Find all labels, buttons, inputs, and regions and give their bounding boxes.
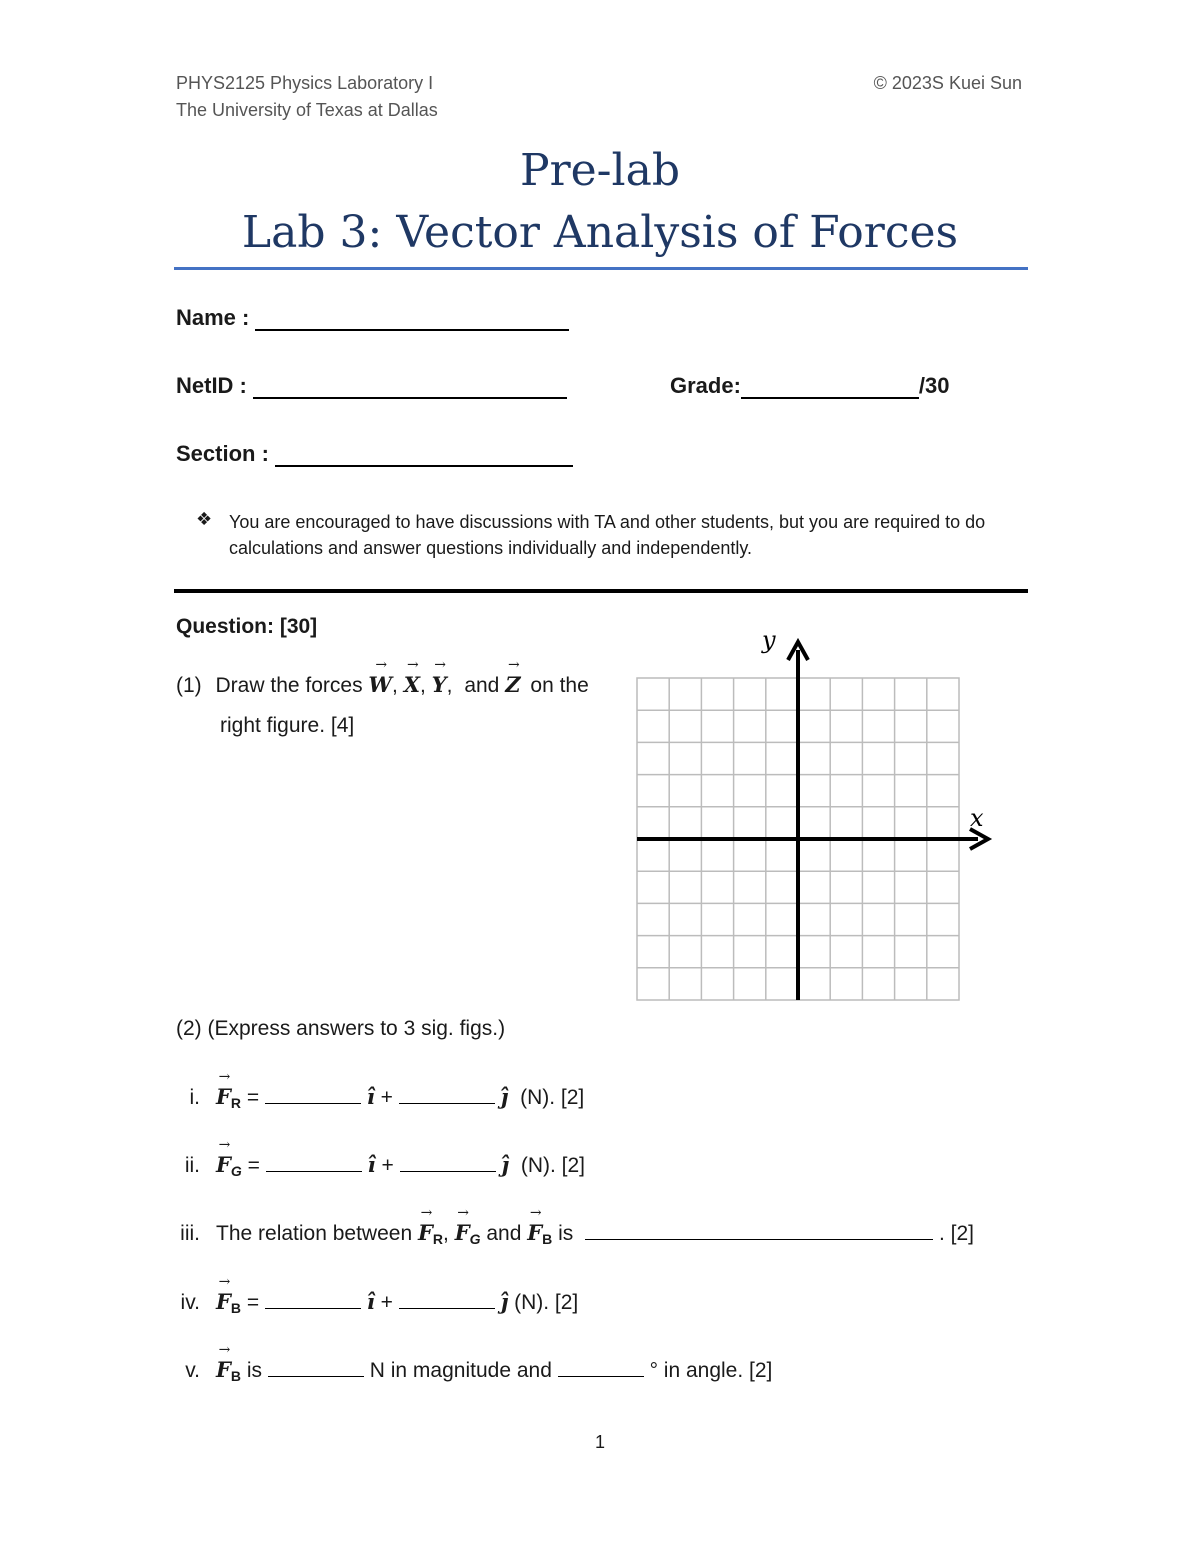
page-title-lab: Lab 3: Vector Analysis of Forces — [241, 207, 959, 258]
q2-item-v — [160, 1357, 772, 1384]
item-number: i. — [189, 1086, 200, 1109]
question-2-heading: (2) (Express answers to 3 sig. figs.) — [176, 1017, 506, 1040]
q1-text-b: on the — [530, 674, 589, 697]
vector-y: → Y — [432, 672, 447, 697]
question-1: (1) Draw the forces → W, → X, → Y, and → Z on the — [176, 672, 620, 698]
relation-text-a: The relation between — [216, 1222, 413, 1245]
plus-sign: + — [380, 1291, 393, 1314]
equals-sign: = — [246, 1086, 260, 1109]
page-number: 1 — [594, 1432, 605, 1452]
q1-text-a: Draw the forces — [215, 674, 363, 697]
q1-continued: right figure. [4] — [220, 714, 355, 737]
netid-blank[interactable] — [253, 375, 567, 399]
netid-label: NetID : — [176, 373, 247, 398]
section-divider — [174, 589, 1028, 593]
plus-sign: + — [381, 1154, 394, 1177]
coordinate-grid[interactable] — [620, 620, 1000, 1010]
grade-field — [670, 373, 950, 399]
relation-and: and — [486, 1222, 522, 1245]
y-axis-label: y — [762, 626, 776, 654]
i-hat: ı̂ — [366, 1084, 375, 1109]
answer-blank-ii-y[interactable] — [400, 1153, 496, 1172]
q1-and: and — [464, 674, 500, 697]
subscript-r: R — [432, 1231, 444, 1247]
copyright: © 2023S Kuei Sun — [873, 73, 1022, 93]
i-hat: ı̂ — [367, 1152, 376, 1177]
item-number: iv. — [180, 1291, 200, 1314]
vector-f: → F — [216, 1357, 231, 1382]
item-number: v. — [185, 1359, 200, 1382]
subscript-g: G — [230, 1163, 242, 1179]
subscript-b: B — [230, 1368, 242, 1384]
university-name: The University of Texas at Dallas — [176, 100, 438, 120]
instruction-note: You are encouraged to have discussions with TA and other students, but you are required to do calculations and answer questions individually and independently. — [229, 512, 986, 558]
relation-is: is — [558, 1222, 574, 1245]
note-bullet-icon: ❖ — [196, 509, 213, 529]
vector-w: → W — [368, 672, 392, 697]
page-title-prelab: Pre-lab — [519, 145, 680, 196]
unit-text: (N). [2] — [514, 1291, 579, 1314]
subscript-b: B — [230, 1300, 242, 1316]
answer-blank-i-y[interactable] — [399, 1085, 495, 1104]
section-label: Section : — [176, 441, 269, 466]
subscript-r: R — [230, 1095, 242, 1111]
magnitude-blank[interactable] — [268, 1358, 364, 1377]
equals-sign: = — [247, 1154, 260, 1177]
subscript-b: B — [542, 1231, 553, 1247]
answer-blank-iii[interactable] — [585, 1221, 933, 1240]
vector-z: → Z — [505, 672, 520, 697]
answer-blank-i-x[interactable] — [265, 1085, 361, 1104]
netid-field — [176, 373, 567, 399]
grade-total: /30 — [918, 373, 950, 398]
item-number: ii. — [184, 1154, 200, 1177]
grade-label: Grade: — [670, 373, 741, 398]
answer-blank-iv-y[interactable] — [399, 1290, 495, 1309]
unit-text: (N). [2] — [520, 1154, 586, 1177]
answer-blank-iv-x[interactable] — [265, 1290, 361, 1309]
grade-blank[interactable] — [741, 375, 919, 399]
vector-f: → F — [527, 1220, 542, 1245]
name-field — [176, 305, 569, 331]
q1-number: (1) — [176, 674, 202, 697]
item-number: iii. — [180, 1222, 200, 1245]
section-field — [176, 441, 573, 467]
vector-f: → F — [216, 1084, 231, 1109]
q2-item-ii — [160, 1152, 585, 1179]
equals-sign: = — [246, 1291, 260, 1314]
is-text: is — [246, 1359, 263, 1382]
unit-text: (N). [2] — [520, 1086, 585, 1109]
answer-blank-ii-x[interactable] — [266, 1153, 362, 1172]
vector-f: → F — [216, 1289, 231, 1314]
subscript-g: G — [469, 1231, 481, 1247]
magnitude-text: N in magnitude and — [369, 1359, 552, 1382]
j-hat: ȷ̂ — [501, 1152, 509, 1177]
name-blank[interactable] — [255, 307, 569, 331]
section-blank[interactable] — [275, 443, 573, 467]
j-hat: ȷ̂ — [500, 1084, 509, 1109]
vector-f: → F — [455, 1220, 470, 1245]
question-heading: Question: [30] — [176, 615, 318, 638]
q2-item-iii: iii. The relation between → $F_R$, → $F_G$ and → $F_B$ is . [2] — [160, 1220, 974, 1247]
name-label: Name : — [176, 305, 250, 330]
title-divider — [174, 267, 1028, 270]
course-name: PHYS2125 Physics Laboratory I — [176, 73, 434, 93]
vector-f: → F — [216, 1152, 231, 1177]
relation-end: . [2] — [939, 1222, 975, 1245]
q2-item-i — [160, 1084, 584, 1111]
angle-text: ° in angle. [2] — [649, 1359, 773, 1382]
vector-f: → F — [418, 1220, 433, 1245]
i-hat: ı̂ — [366, 1289, 375, 1314]
q2-item-iv — [160, 1289, 578, 1316]
angle-blank[interactable] — [558, 1358, 644, 1377]
x-axis-label: x — [970, 804, 984, 832]
j-hat: ȷ̂ — [500, 1289, 509, 1314]
plus-sign: + — [380, 1086, 393, 1109]
vector-x: → X — [404, 672, 420, 697]
